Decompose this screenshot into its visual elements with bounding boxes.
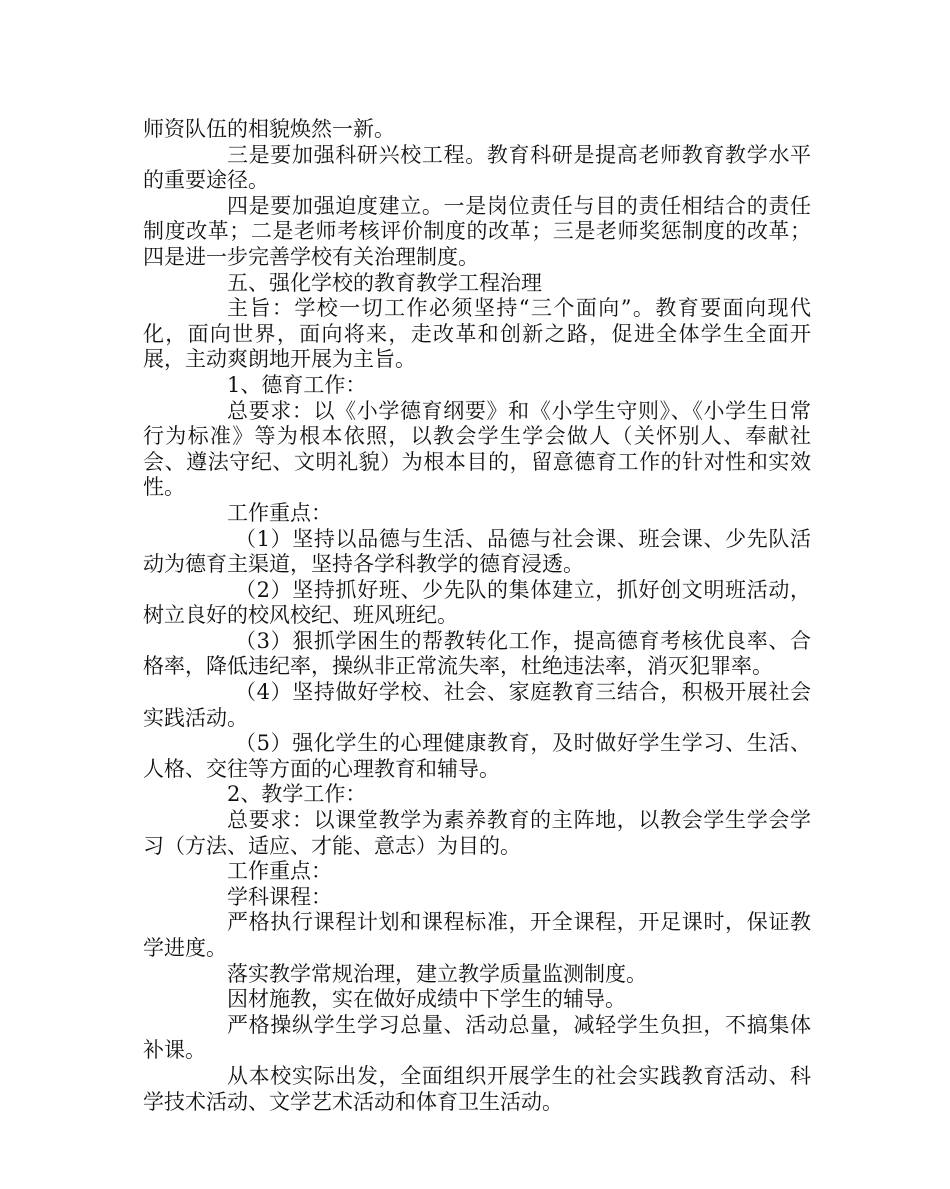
paragraph-workload: 严格操纵学生学习总量、活动总量，减轻学生负担，不搞集体补课。	[143, 1012, 811, 1063]
list-item-moral-3: （3）狠抓学困生的帮教转化工作，提高德育考核优良率、合格率，降低违纪率，操纵非正常流失率，杜绝违法率，消灭犯罪率。	[143, 628, 811, 679]
paragraph-system-building: 四是要加强迫度建立。一是岗位责任与目的责任相结合的责任制度改革；二是老师考核评价制度的改革；三是老师奖惩制度的改革；四是进一步完善学校有关治理制度。	[143, 193, 811, 269]
subheading-moral-education: 1、德育工作：	[227, 372, 367, 397]
list-item-moral-1: （1）坚持以品德与生活、品德与社会课、班会课、少先队活动为德育主渠道，坚持各学科教学的德育浸透。	[143, 526, 811, 577]
paragraph-purpose: 主旨：学校一切工作必须坚持“三个面向”。教育要面向现代化，面向世界，面向将来，走改革和创新之路，促进全体学生全面开展，主动爽朗地开展为主旨。	[143, 296, 811, 372]
list-item-moral-4: （4）坚持做好学校、社会、家庭教育三结合，积极开展社会实践活动。	[143, 680, 811, 730]
paragraph-activities: 从本校实际出发，全面组织开展学生的社会实践教育活动、科学技术活动、文学艺术活动和体育卫生活动。	[143, 1063, 811, 1114]
paragraph-individualized: 因材施教，实在做好成绩中下学生的辅导。	[227, 987, 626, 1012]
paragraph-continuation: 师资队伍的相貌焕然一新。	[143, 117, 395, 141]
paragraph-teaching-requirements: 总要求：以课堂教学为素养教育的主阵地，以教会学生学会学习（方法、适应、才能、意志）为目的。	[143, 808, 811, 858]
label-work-focus: 工作重点：	[227, 500, 332, 525]
paragraph-routine-management: 落实教学常规治理，建立教学质量监测制度。	[227, 961, 647, 986]
paragraph-research: 三是要加强科研兴校工程。教育科研是提高老师教育教学水平的重要途径。	[143, 142, 811, 193]
subheading-teaching: 2、教学工作：	[227, 782, 367, 807]
paragraph-curriculum: 严格执行课程计划和课程标准，开全课程，开足课时，保证教学进度。	[143, 910, 811, 960]
list-item-moral-5: （5）强化学生的心理健康教育，及时做好学生学习、生活、人格、交往等方面的心理教育和辅导。	[143, 731, 811, 781]
section-heading-five: 五、强化学校的教育教学工程治理	[227, 270, 542, 295]
paragraph-moral-requirements: 总要求：以《小学德育纲要》和《小学生守则》、《小学生日常行为标准》等为根本依照，以教会学生学会做人（关怀别人、奉献社会、遵法守纪、文明礼貌）为根本目的，留意德育工作的针对性和实效性。	[143, 398, 811, 500]
document-body	[143, 117, 811, 1115]
list-item-moral-2: （2）坚持抓好班、少先队的集体建立，抓好创文明班活动，树立良好的校风校纪、班风班纪。	[143, 577, 811, 628]
label-subject-courses: 学科课程：	[227, 884, 332, 909]
label-work-focus-teaching: 工作重点：	[227, 859, 332, 884]
